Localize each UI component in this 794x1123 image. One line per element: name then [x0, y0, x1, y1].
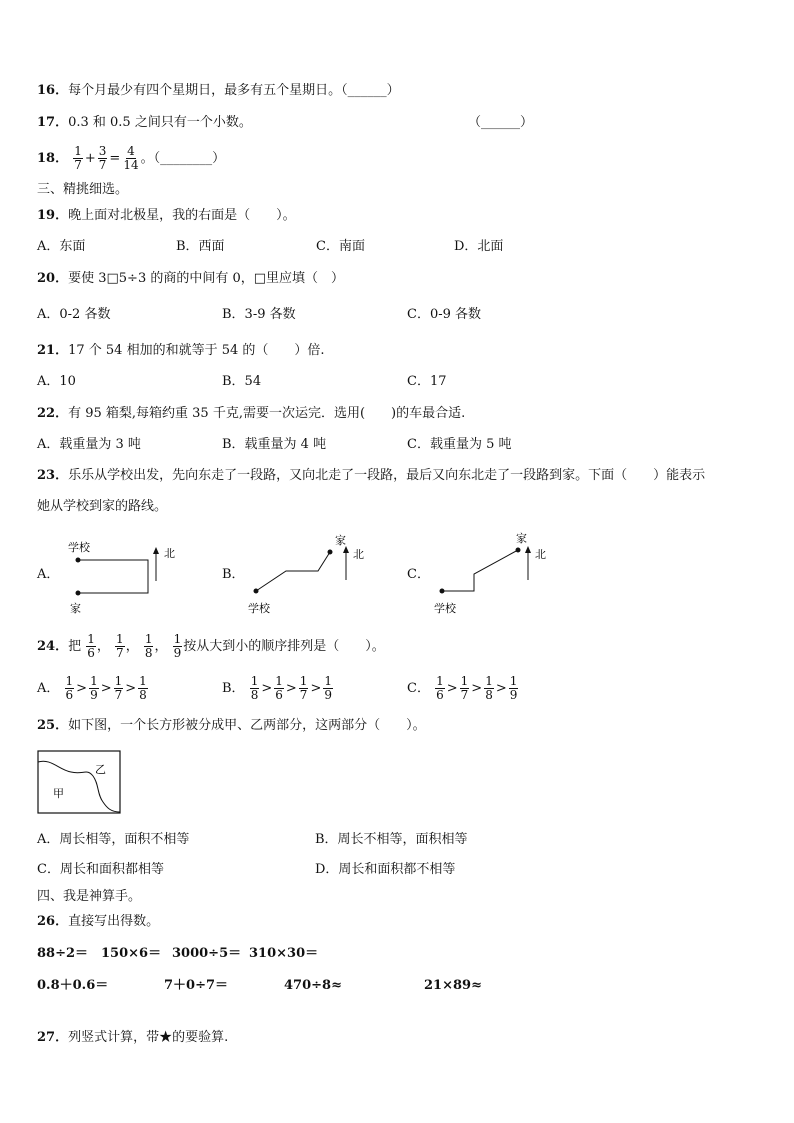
question-17-blank: （______）: [468, 115, 534, 130]
route-diagram-b: [240, 530, 370, 620]
option-d[interactable]: D．北面: [454, 239, 504, 254]
fraction: $\frac{3}{7}$: [98, 144, 107, 172]
question-16: 16．每个月最少有四个星期日，最多有五个星期日。（______）: [37, 83, 400, 98]
option-a[interactable]: A．东面: [37, 239, 86, 254]
question-20: 20．要使 3□5÷3 的商的中间有 0，□里应填（ ）: [37, 271, 345, 286]
calc-item: 0.8＋0.6＝: [37, 978, 109, 993]
home-label: 家: [335, 534, 346, 547]
calc-item: 88÷2＝: [37, 946, 89, 961]
calc-item: 21×89≈: [424, 978, 482, 993]
option-a[interactable]: A．: [37, 567, 60, 582]
option-c[interactable]: C．: [407, 567, 430, 582]
fraction: $\frac{1}{6}$: [87, 632, 95, 660]
question-17: 17．0.3 和 0.5 之间只有一个小数。: [37, 115, 252, 130]
option-c[interactable]: C．17: [407, 374, 447, 389]
home-label: 家: [70, 602, 81, 615]
option-b[interactable]: B．载重量为 4 吨: [222, 437, 327, 452]
calc-item: 7＋0÷7＝: [164, 978, 229, 993]
option-a[interactable]: A．0-2 各数: [37, 307, 111, 322]
calc-item: 310×30＝: [249, 946, 319, 961]
option-c[interactable]: C． $\frac{1}{6}$ > $\frac{1}{7}$ > $\frac{1}{8}$ > $\frac{1}{9}$: [407, 674, 518, 702]
section-4-title: 四、我是神算手。: [37, 889, 142, 904]
question-21: 21．17 个 54 相加的和就等于 54 的（ ）倍.: [37, 343, 325, 358]
option-a[interactable]: A．周长相等，面积不相等: [37, 832, 190, 847]
option-b[interactable]: B． $\frac{1}{8}$ > $\frac{1}{6}$ > $\frac{1}{7}$ > $\frac{1}{9}$: [222, 674, 332, 702]
calc-item: 150×6＝: [101, 946, 162, 961]
option-c[interactable]: C．周长和面积都相等: [37, 862, 164, 877]
section-3-title: 三、精挑细选。: [37, 182, 129, 197]
question-25: 25．如下图，一个长方形被分成甲、乙两部分，这两部分（ ）。: [37, 718, 426, 733]
fraction: $\frac{1}{9}$: [173, 632, 182, 660]
fraction: $\frac{4}{14}$: [123, 144, 139, 172]
question-27: 27．列竖式计算，带★的要验算.: [37, 1030, 229, 1045]
school-label: 学校: [68, 541, 90, 554]
option-c[interactable]: C．载重量为 5 吨: [407, 437, 512, 452]
school-label: 学校: [248, 602, 270, 615]
question-23-line2: 她从学校到家的路线。: [37, 499, 168, 514]
option-b[interactable]: B．周长不相等，面积相等: [315, 832, 468, 847]
option-b[interactable]: B．西面: [176, 239, 225, 254]
question-23: 23．乐乐从学校出发，先向东走了一段路，又向北走了一段路，最后又向东北走了一段路到家。下面（ ）能表示: [37, 468, 706, 483]
north-label: 北: [164, 547, 175, 560]
option-b[interactable]: B．54: [222, 374, 262, 389]
option-d[interactable]: D．周长和面积都不相等: [315, 862, 456, 877]
rectangle-figure: [37, 750, 121, 814]
north-label: 北: [535, 548, 546, 561]
yi-label: 乙: [95, 763, 106, 776]
option-a[interactable]: A．10: [37, 374, 76, 389]
option-b[interactable]: B．3-9 各数: [222, 307, 296, 322]
calc-item: 3000÷5＝: [172, 946, 242, 961]
route-diagram-a: [60, 535, 190, 620]
jia-label: 甲: [53, 787, 64, 800]
option-a[interactable]: A．载重量为 3 吨: [37, 437, 141, 452]
question-26: 26．直接写出得数。: [37, 914, 160, 929]
fraction: $\frac{1}{7}$: [74, 144, 82, 172]
option-c[interactable]: C．0-9 各数: [407, 307, 482, 322]
question-19: 19．晚上面对北极星，我的右面是（ ）。: [37, 208, 296, 223]
question-22: 22．有 95 箱梨,每箱约重 35 千克,需要一次运完．选用( )的车最合适.: [37, 406, 466, 421]
option-c[interactable]: C．南面: [316, 239, 365, 254]
calc-item: 470÷8≈: [284, 978, 342, 993]
home-label: 家: [516, 532, 527, 545]
question-24: 24．把 $\frac{1}{6}$ ， $\frac{1}{7}$ ， $\frac{1}{8}$ ， $\frac{1}{9}$ 按从大到小的顺序排列是（ ）。: [37, 632, 385, 660]
fraction: $\frac{1}{8}$: [144, 632, 153, 660]
route-diagram-c: [432, 530, 562, 620]
school-label: 学校: [434, 602, 456, 615]
option-a[interactable]: A． $\frac{1}{6}$ > $\frac{1}{9}$ > $\frac{1}{7}$ > $\frac{1}{8}$: [37, 674, 147, 702]
north-label: 北: [353, 548, 364, 561]
option-b[interactable]: B．: [222, 567, 245, 582]
fraction: $\frac{1}{7}$: [116, 632, 124, 660]
question-18: 18． $\frac{1}{7}$ + $\frac{3}{7}$ = $\frac{4}{14}$ 。（________）: [37, 144, 226, 172]
